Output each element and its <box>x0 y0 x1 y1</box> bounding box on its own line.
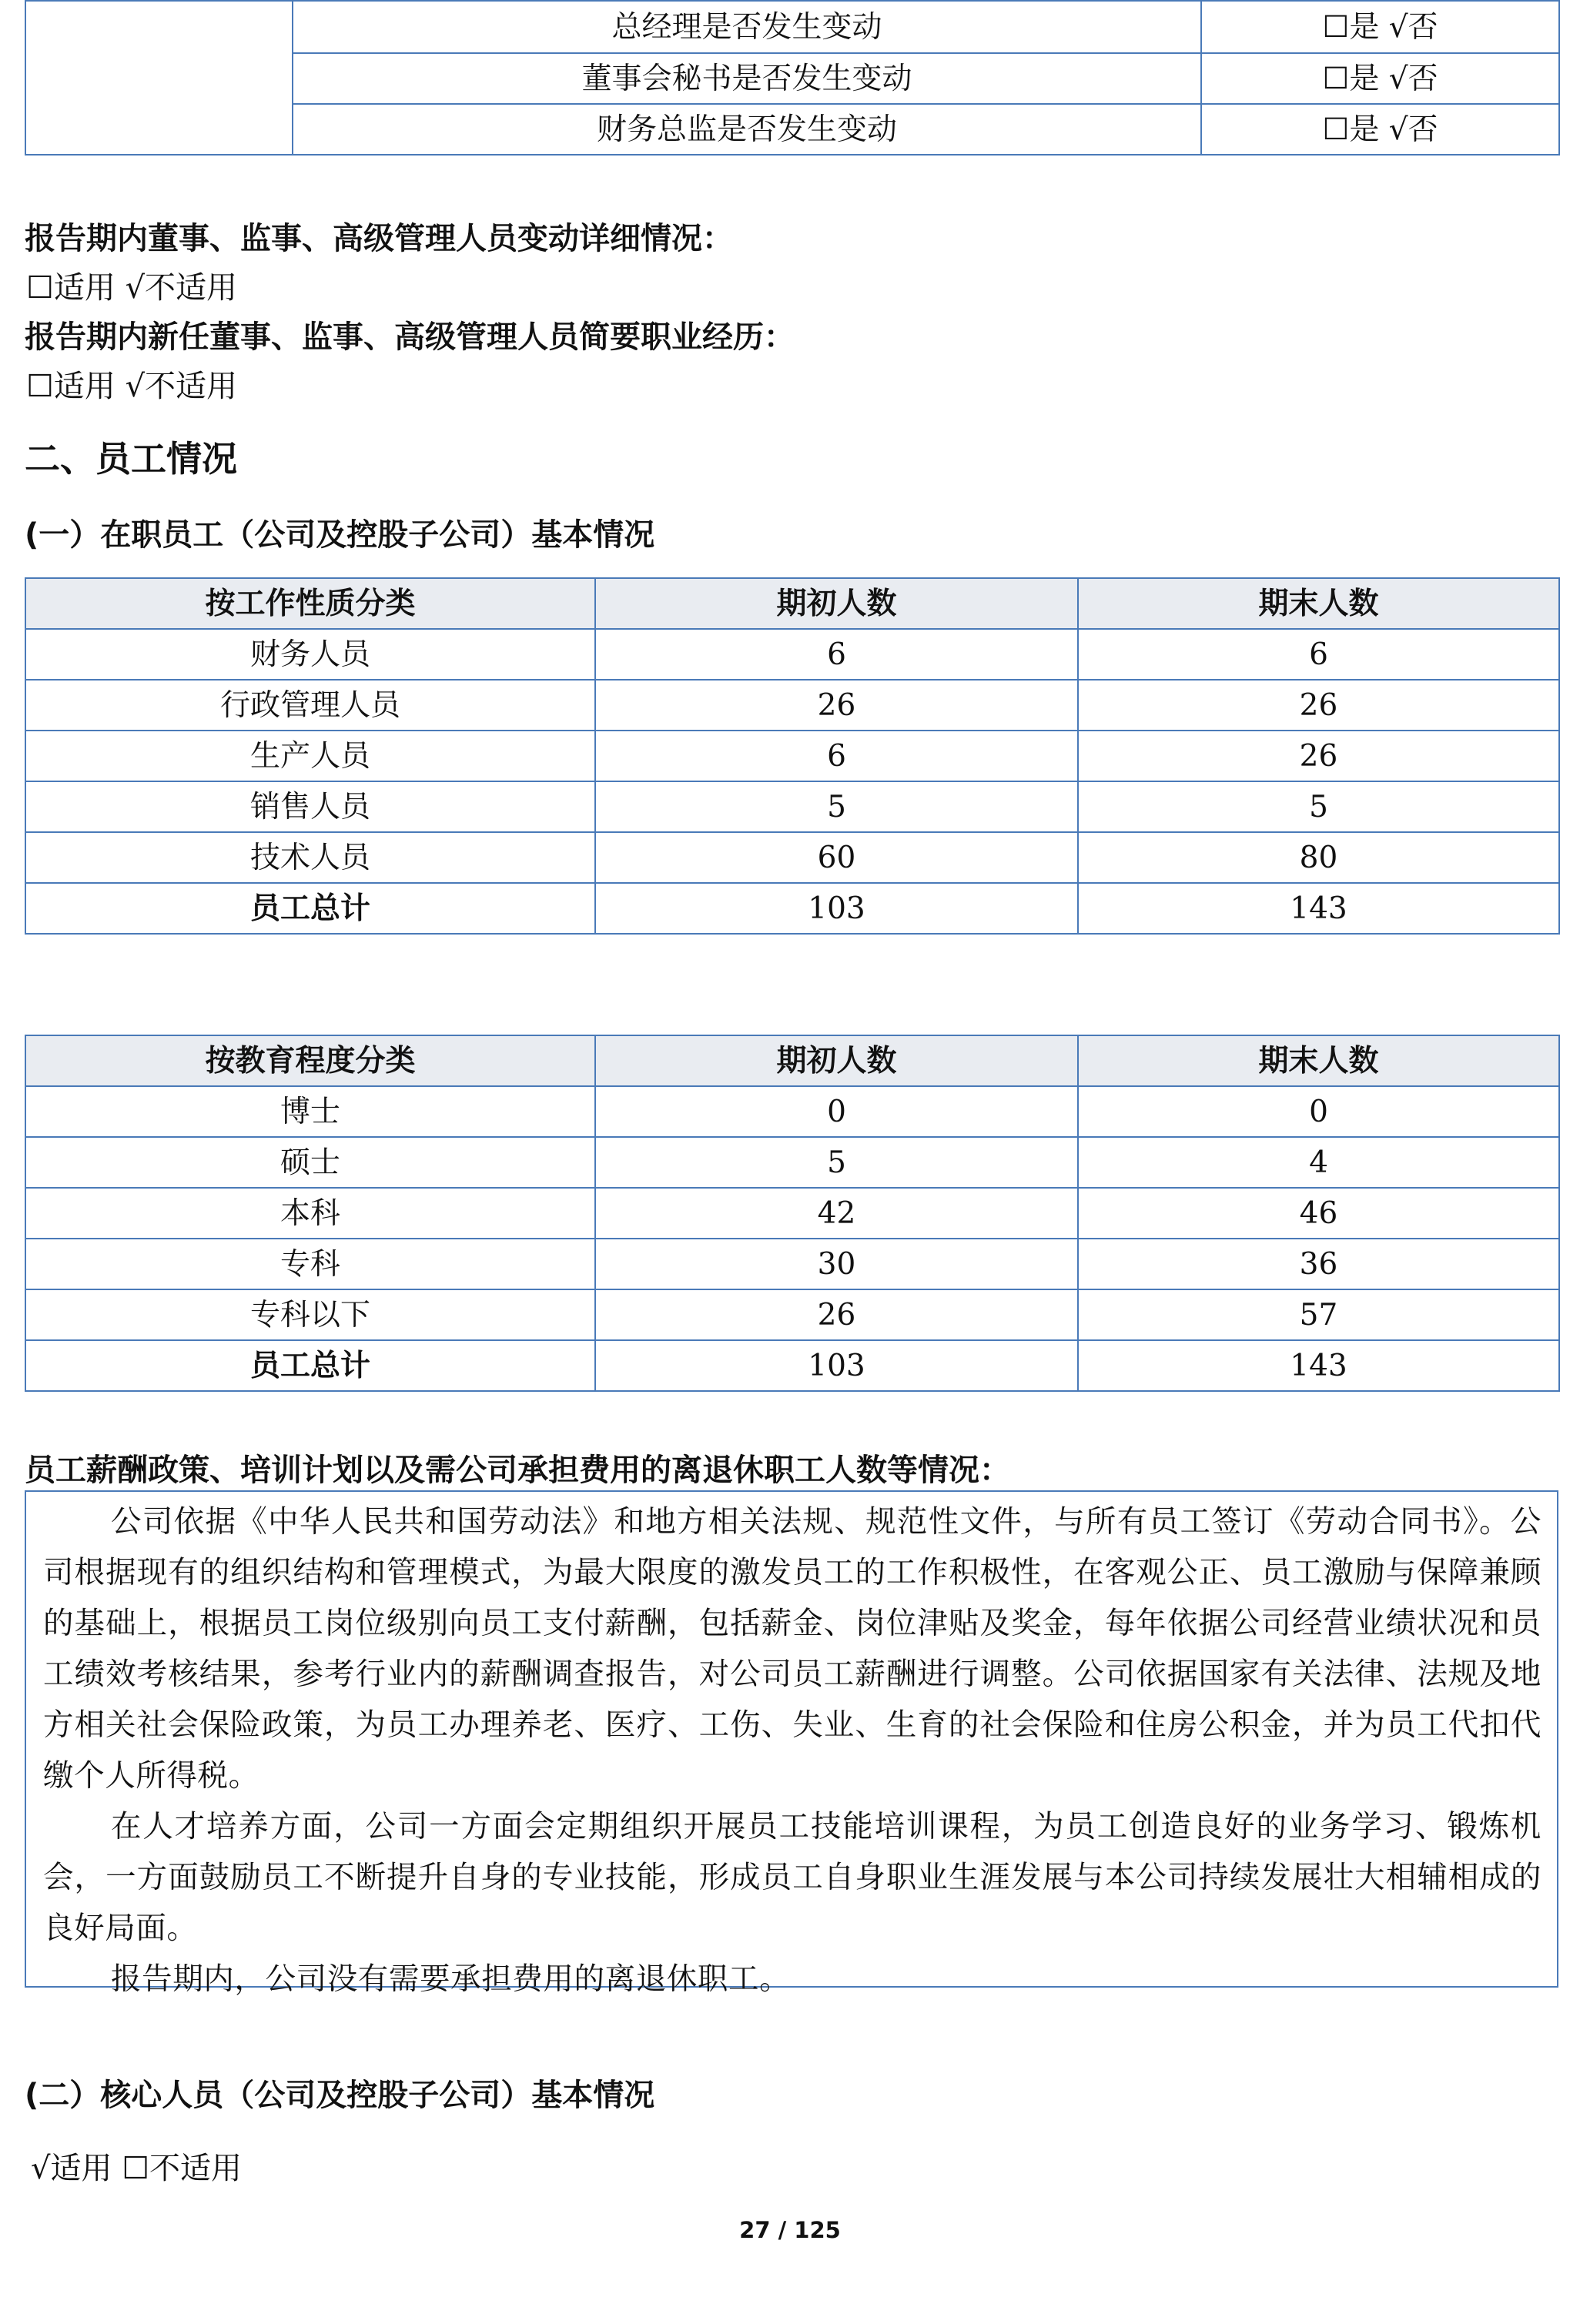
compensation-paragraph: 公司依据《中华人民共和国劳动法》和地方相关法规、规范性文件，与所有员工签订《劳动合同书》。公司根据现有的组织结构和管理模式，为最大限度的激发员工的工作积极性，在客观公正、员工激励与保障兼顾的基础上，根据员工岗位级别向员工支付薪酬，包括薪金、岗位津贴及奖金，每年依据公司经营业绩状况和员工绩效考核结果，参考行业内的薪酬调查报告，对公司员工薪酬进行调整。公司依据国家有关法律、法规及地方相关社会保险政策，为员工办理养老、医疗、工伤、失业、生育的社会保险和住房公积金，并为员工代扣代缴个人所得税。 <box>43 1504 1542 1794</box>
table-row <box>25 832 1559 883</box>
table-cell: 0 <box>595 1086 1078 1137</box>
table-cell: 26 <box>1078 680 1559 731</box>
table-row <box>25 1188 1559 1239</box>
table-cell: 143 <box>1078 883 1559 934</box>
employee-by-job-table <box>25 577 1560 935</box>
subsection-title: (一）在职员工（公司及控股子公司）基本情况 <box>25 517 655 553</box>
table-row <box>25 629 1559 680</box>
management-change-table <box>25 0 1560 155</box>
table-cell: 103 <box>595 1340 1078 1391</box>
table-cell: 26 <box>1078 731 1559 781</box>
table-cell: 4 <box>1078 1137 1559 1188</box>
table-cell: 26 <box>595 680 1078 731</box>
table-row <box>25 1086 1559 1137</box>
table-cell: 员工总计 <box>25 1340 595 1391</box>
table-cell-answer: ☐是 √否 <box>1201 104 1559 155</box>
table-cell: 103 <box>595 883 1078 934</box>
table-cell: 专科以下 <box>25 1289 595 1340</box>
changes-detail-option: ☐适用 √不适用 <box>26 270 238 306</box>
table-row <box>25 781 1559 832</box>
table-cell: 60 <box>595 832 1078 883</box>
table-cell-answer: ☐是 √否 <box>1201 1 1559 53</box>
table-cell: 员工总计 <box>25 883 595 934</box>
table-row <box>25 1137 1559 1188</box>
column-header: 期末人数 <box>1078 1035 1559 1086</box>
table-cell: 专科 <box>25 1239 595 1289</box>
table-cell-item: 董事会秘书是否发生变动 <box>293 53 1201 104</box>
compensation-heading: 员工薪酬政策、培训计划以及需公司承担费用的离退休职工人数等情况： <box>25 1453 1010 1488</box>
core-staff-option: √适用 ☐不适用 <box>31 2151 243 2186</box>
table-cell: 26 <box>595 1289 1078 1340</box>
table-cell: 硕士 <box>25 1137 595 1188</box>
merged-label-cell <box>25 1 293 155</box>
table-cell: 5 <box>595 1137 1078 1188</box>
training-paragraph: 在人才培养方面，公司一方面会定期组织开展员工技能培训课程，为员工创造良好的业务学习、锻炼机会，一方面鼓励员工不断提升自身的专业技能，形成员工自身职业生涯发展与本公司持续发展壮大相辅相成的良好局面。 <box>43 1809 1542 1946</box>
new-members-option: ☐适用 √不适用 <box>26 369 238 404</box>
table-cell-item: 总经理是否发生变动 <box>293 1 1201 53</box>
table-cell: 143 <box>1078 1340 1559 1391</box>
column-header: 期初人数 <box>595 1035 1078 1086</box>
table-cell: 6 <box>1078 629 1559 680</box>
changes-detail-heading: 报告期内董事、监事、高级管理人员变动详细情况： <box>25 221 733 256</box>
table-cell: 博士 <box>25 1086 595 1137</box>
employee-by-education-table <box>25 1035 1560 1392</box>
table-cell: 6 <box>595 731 1078 781</box>
column-header: 期末人数 <box>1078 578 1559 629</box>
table-cell: 46 <box>1078 1188 1559 1239</box>
table-cell-answer: ☐是 √否 <box>1201 53 1559 104</box>
table-cell: 技术人员 <box>25 832 595 883</box>
subsection-title-core-staff: (二）核心人员（公司及控股子公司）基本情况 <box>25 2078 655 2113</box>
table-cell: 80 <box>1078 832 1559 883</box>
table-cell: 30 <box>595 1239 1078 1289</box>
retiree-paragraph: 报告期内，公司没有需要承担费用的离退休职工。 <box>111 1961 791 1997</box>
table-cell: 42 <box>595 1188 1078 1239</box>
total-row <box>25 883 1559 934</box>
table-cell: 生产人员 <box>25 731 595 781</box>
table-cell-item: 财务总监是否发生变动 <box>293 104 1201 155</box>
column-header: 期初人数 <box>595 578 1078 629</box>
table-row <box>25 680 1559 731</box>
table-cell: 0 <box>1078 1086 1559 1137</box>
table-cell: 销售人员 <box>25 781 595 832</box>
table-cell: 57 <box>1078 1289 1559 1340</box>
table-cell: 本科 <box>25 1188 595 1239</box>
page-number: 27 / 125 <box>739 2217 841 2243</box>
table-row <box>25 731 1559 781</box>
new-members-heading: 报告期内新任董事、监事、高级管理人员简要职业经历： <box>25 319 795 355</box>
column-header: 按教育程度分类 <box>25 1035 595 1086</box>
column-header: 按工作性质分类 <box>25 578 595 629</box>
section-title: 二、员工情况 <box>25 438 237 480</box>
table-cell: 行政管理人员 <box>25 680 595 731</box>
table-cell: 5 <box>595 781 1078 832</box>
compensation-textbox <box>25 1490 1558 1997</box>
table-cell: 财务人员 <box>25 629 595 680</box>
table-cell: 36 <box>1078 1239 1559 1289</box>
table-row <box>25 1289 1559 1340</box>
table-row <box>25 1239 1559 1289</box>
table-cell: 5 <box>1078 781 1559 832</box>
total-row <box>25 1340 1559 1391</box>
table-cell: 6 <box>595 629 1078 680</box>
